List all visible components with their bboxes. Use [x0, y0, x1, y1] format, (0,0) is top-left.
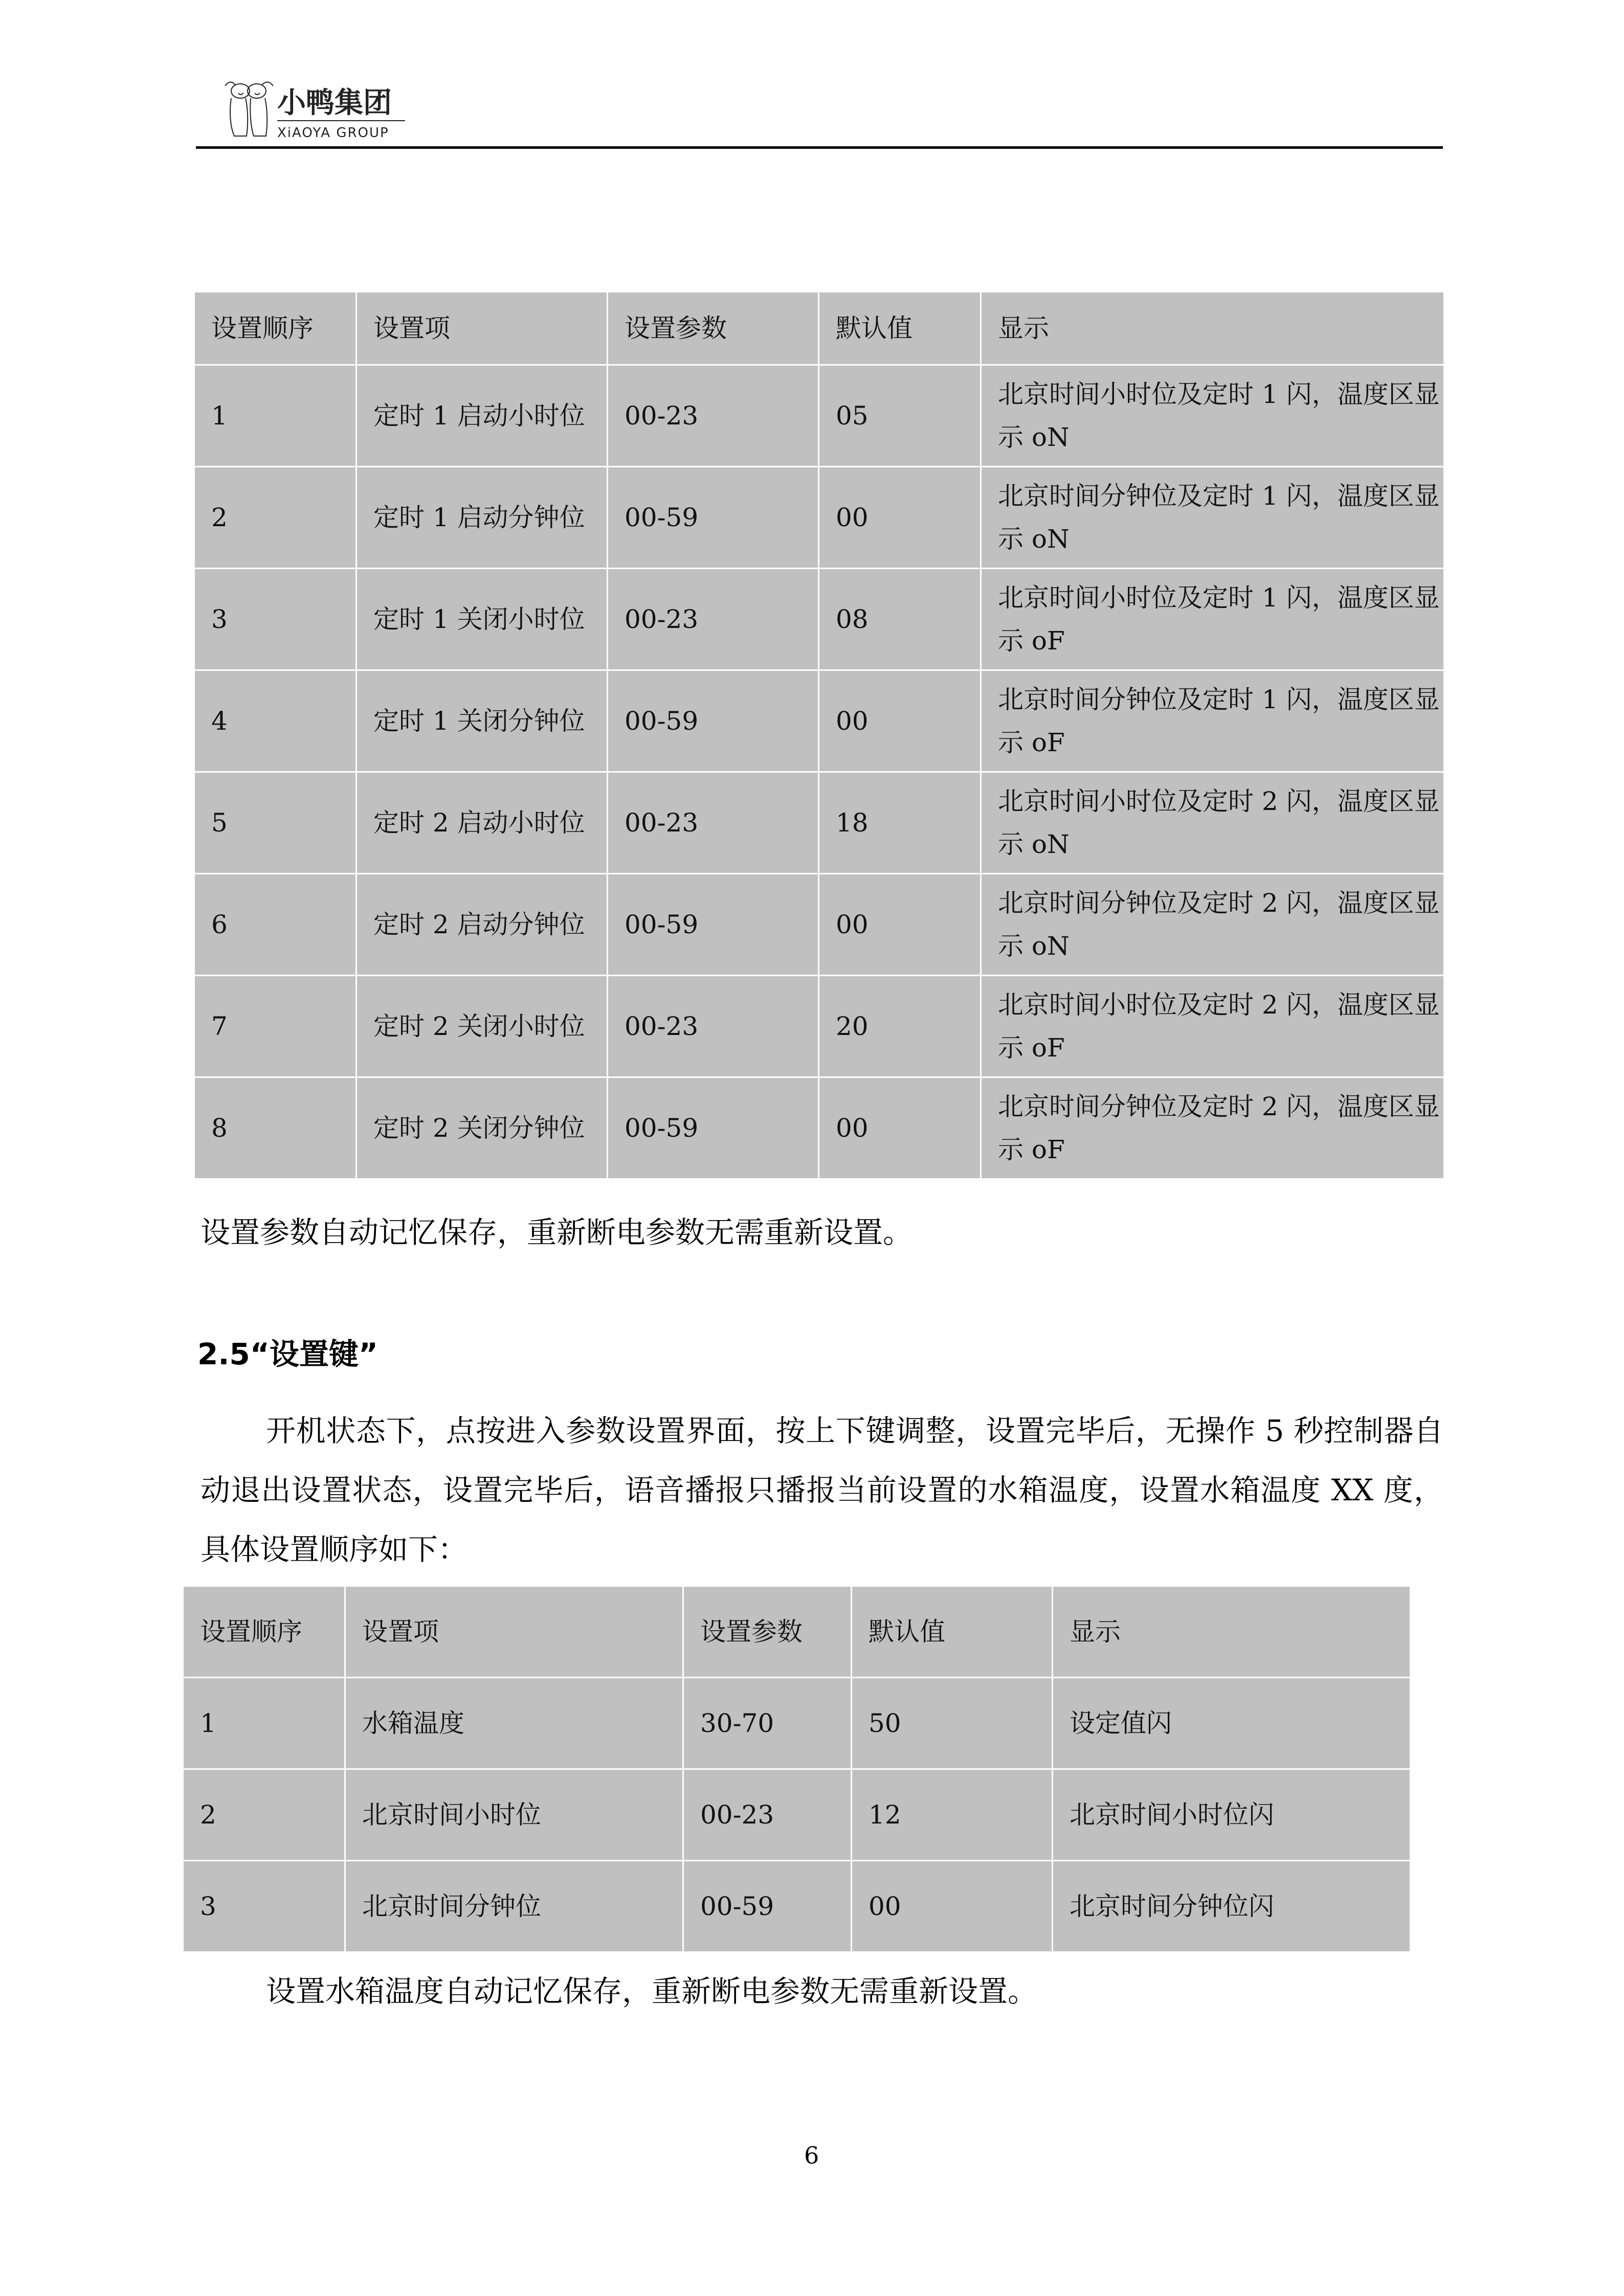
table-row	[183, 1769, 1411, 1861]
display-cell: 北京时间分钟位闪	[1053, 1861, 1411, 1952]
header-cell: 设置项	[357, 292, 608, 365]
order-cell: 1	[194, 365, 357, 467]
order-cell: 1	[183, 1678, 345, 1769]
display-cell: 北京时间分钟位及定时 2 闪，温度区显示 oN	[981, 874, 1444, 976]
header-cell: 设置参数	[683, 1586, 852, 1678]
item-cell: 北京时间小时位	[345, 1769, 683, 1861]
item-cell: 定时 1 关闭分钟位	[357, 670, 608, 772]
display-cell: 北京时间小时位及定时 1 闪，温度区显示 oN	[981, 365, 1444, 467]
order-cell: 3	[194, 569, 357, 670]
param-cell: 00-59	[608, 874, 819, 976]
table2-note: 设置水箱温度自动记忆保存，重新断电参数无需重新设置。	[266, 1974, 1038, 2009]
table-row	[183, 1861, 1411, 1952]
display-cell: 北京时间分钟位及定时 2 闪，温度区显示 oF	[981, 1077, 1444, 1179]
default-cell: 20	[819, 976, 981, 1077]
table-row	[194, 976, 1444, 1077]
duck-mascot-logo-icon	[220, 76, 409, 141]
order-cell: 8	[194, 1077, 357, 1179]
item-cell: 定时 1 关闭小时位	[357, 569, 608, 670]
header-cell: 设置顺序	[194, 292, 357, 365]
param-cell: 00-23	[608, 365, 819, 467]
table1-note: 设置参数自动记忆保存，重新断电参数无需重新设置。	[201, 1215, 913, 1250]
header-cell: 显示	[981, 292, 1444, 365]
table-row	[194, 365, 1444, 467]
item-cell: 北京时间分钟位	[345, 1861, 683, 1952]
table-row	[194, 670, 1444, 772]
header-cell: 默认值	[852, 1586, 1053, 1678]
table-header-row	[194, 292, 1444, 365]
order-cell: 5	[194, 772, 357, 874]
default-cell: 00	[852, 1861, 1053, 1952]
item-cell: 定时 2 关闭分钟位	[357, 1077, 608, 1179]
param-cell: 00-59	[608, 670, 819, 772]
timer-settings-table	[193, 291, 1445, 1180]
order-cell: 6	[194, 874, 357, 976]
table-row	[183, 1678, 1411, 1769]
header-cell: 显示	[1053, 1586, 1411, 1678]
param-cell: 00-23	[608, 976, 819, 1077]
header-cell: 设置顺序	[183, 1586, 345, 1678]
table-row	[194, 467, 1444, 569]
item-cell: 定时 2 启动小时位	[357, 772, 608, 874]
item-cell: 定时 2 关闭小时位	[357, 976, 608, 1077]
item-cell: 水箱温度	[345, 1678, 683, 1769]
default-cell: 12	[852, 1769, 1053, 1861]
order-cell: 2	[194, 467, 357, 569]
param-cell: 00-23	[608, 772, 819, 874]
display-cell: 设定值闪	[1053, 1678, 1411, 1769]
order-cell: 2	[183, 1769, 345, 1861]
display-cell: 北京时间小时位及定时 2 闪，温度区显示 oF	[981, 976, 1444, 1077]
svg-text:小鸭集团: 小鸭集团	[277, 86, 392, 120]
header-cell: 默认值	[819, 292, 981, 365]
svg-text:XiAOYA GROUP: XiAOYA GROUP	[277, 125, 389, 141]
order-cell: 3	[183, 1861, 345, 1952]
tank-settings-table	[182, 1585, 1411, 1953]
item-cell: 定时 1 启动小时位	[357, 365, 608, 467]
table-row	[194, 569, 1444, 670]
default-cell: 18	[819, 772, 981, 874]
section-heading: 2.5“设置键”	[197, 1337, 378, 1371]
param-cell: 00-59	[608, 467, 819, 569]
default-cell: 50	[852, 1678, 1053, 1769]
display-cell: 北京时间小时位及定时 2 闪，温度区显示 oN	[981, 772, 1444, 874]
default-cell: 00	[819, 670, 981, 772]
table-row	[194, 772, 1444, 874]
default-cell: 05	[819, 365, 981, 467]
header-cell: 设置项	[345, 1586, 683, 1678]
default-cell: 00	[819, 467, 981, 569]
item-cell: 定时 1 启动分钟位	[357, 467, 608, 569]
default-cell: 00	[819, 874, 981, 976]
default-cell: 08	[819, 569, 981, 670]
header-rule	[196, 146, 1443, 149]
table-row	[194, 1077, 1444, 1179]
display-cell: 北京时间分钟位及定时 1 闪，温度区显示 oN	[981, 467, 1444, 569]
param-cell: 00-59	[608, 1077, 819, 1179]
param-cell: 00-23	[608, 569, 819, 670]
section-paragraph: 开机状态下，点按进入参数设置界面，按上下键调整，设置完毕后，无操作 5 秒控制器自动退出设置状态，设置完毕后，语音播报只播报当前设置的水箱温度，设置水箱温度 XX 度，具体设置顺序如下：	[201, 1413, 1443, 1567]
table-header-row	[183, 1586, 1411, 1678]
display-cell: 北京时间分钟位及定时 1 闪，温度区显示 oF	[981, 670, 1444, 772]
table-row	[194, 874, 1444, 976]
param-cell: 30-70	[683, 1678, 852, 1769]
order-cell: 4	[194, 670, 357, 772]
param-cell: 00-23	[683, 1769, 852, 1861]
display-cell: 北京时间小时位及定时 1 闪，温度区显示 oF	[981, 569, 1444, 670]
page-number: 6	[804, 2142, 819, 2169]
company-logo	[220, 76, 409, 141]
default-cell: 00	[819, 1077, 981, 1179]
header-cell: 设置参数	[608, 292, 819, 365]
display-cell: 北京时间小时位闪	[1053, 1769, 1411, 1861]
item-cell: 定时 2 启动分钟位	[357, 874, 608, 976]
param-cell: 00-59	[683, 1861, 852, 1952]
order-cell: 7	[194, 976, 357, 1077]
